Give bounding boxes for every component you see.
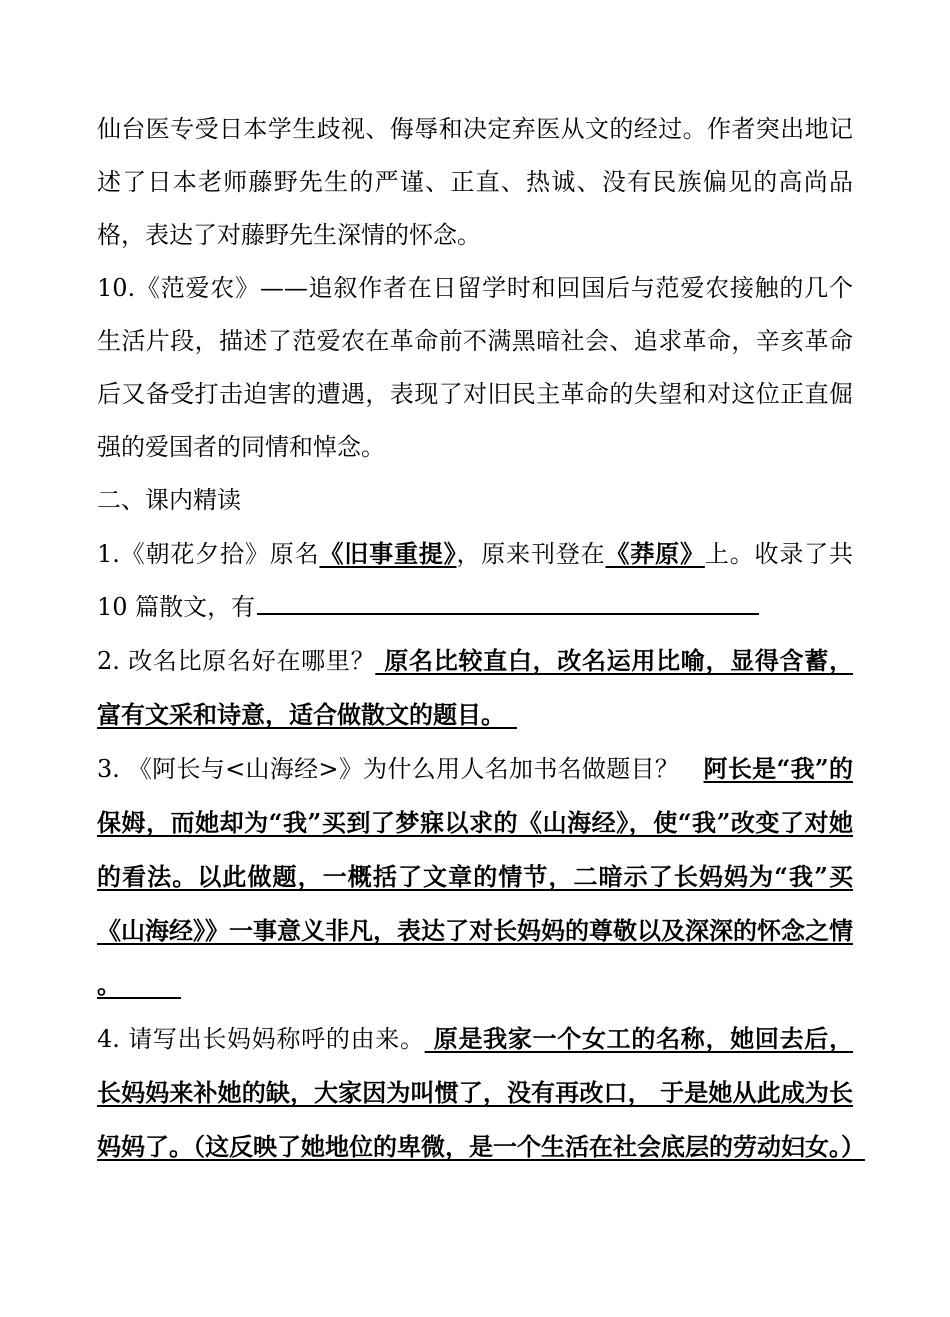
question-1-answer-original-name: 《旧事重提》 <box>319 539 457 568</box>
intro-paragraph <box>97 103 853 262</box>
question-1-suffix: 上。收录了共 10 篇散文，有 <box>97 540 854 621</box>
question-1-middle: ，原来刊登在 <box>456 540 606 568</box>
question-3-text: 3. 《阿长与<山海经>》为什么用人名加书名做题目？ <box>97 755 704 783</box>
question-4-text: 4. 请写出长妈妈称呼的由来。 <box>97 1025 425 1053</box>
question-2-answer: 原名比较直白，改名运用比喻，显得含蓄，富有文采和诗意，适合做散文的题目。 <box>97 646 854 729</box>
item-10-text: 10.《范爱农》——追叙作者在日留学时和回国后与范爱农接触的几个生活片段，描述了范爱农在革命前不满黑暗社会、追求革命，辛亥革命后又备受打击迫害的遭遇，表现了对旧民主革命的失望和对这位正直倔强的爱国者的同情和悼念。 <box>97 274 853 461</box>
document-page <box>97 103 865 1174</box>
question-2 <box>97 634 853 742</box>
section-heading-text: 二、课内精读 <box>97 486 241 514</box>
section-heading <box>97 474 853 527</box>
question-1 <box>97 527 853 634</box>
question-4-answer: 原是我家一个女工的名称，她回去后，长妈妈来补她的缺，大家因为叫惯了，没有再改口， 于是她从此成为长妈妈了。（这反映了她地位的卑微，是一个生活在社会底层的劳动妇女。） <box>97 1024 865 1161</box>
item-10-paragraph <box>97 262 853 474</box>
intro-text: 仙台医专受日本学生歧视、侮辱和决定弃医从文的经过。作者突出地记述了日本老师藤野先生的严谨、正直、热诚、没有民族偏见的高尚品格，表达了对藤野先生深情的怀念。 <box>97 115 853 249</box>
question-1-answer-journal: 《莽原》 <box>605 539 705 568</box>
question-4 <box>97 1012 865 1174</box>
question-1-blank <box>257 583 759 615</box>
question-1-prefix: 1.《朝花夕拾》原名 <box>97 540 320 568</box>
question-3 <box>97 742 853 1012</box>
question-2-text: 2. 改名比原名好在哪里？ <box>97 647 376 675</box>
question-3-answer: 阿长是“我”的保姆，而她却为“我”买到了梦寐以求的《山海经》，使“我”改变了对她的看法。以此做题，一概括了文章的情节，二暗示了长妈妈为“我”买《山海经》》一事意义非凡，表达了对长妈妈的尊敬以及深深的怀念之情 。 <box>97 754 854 999</box>
